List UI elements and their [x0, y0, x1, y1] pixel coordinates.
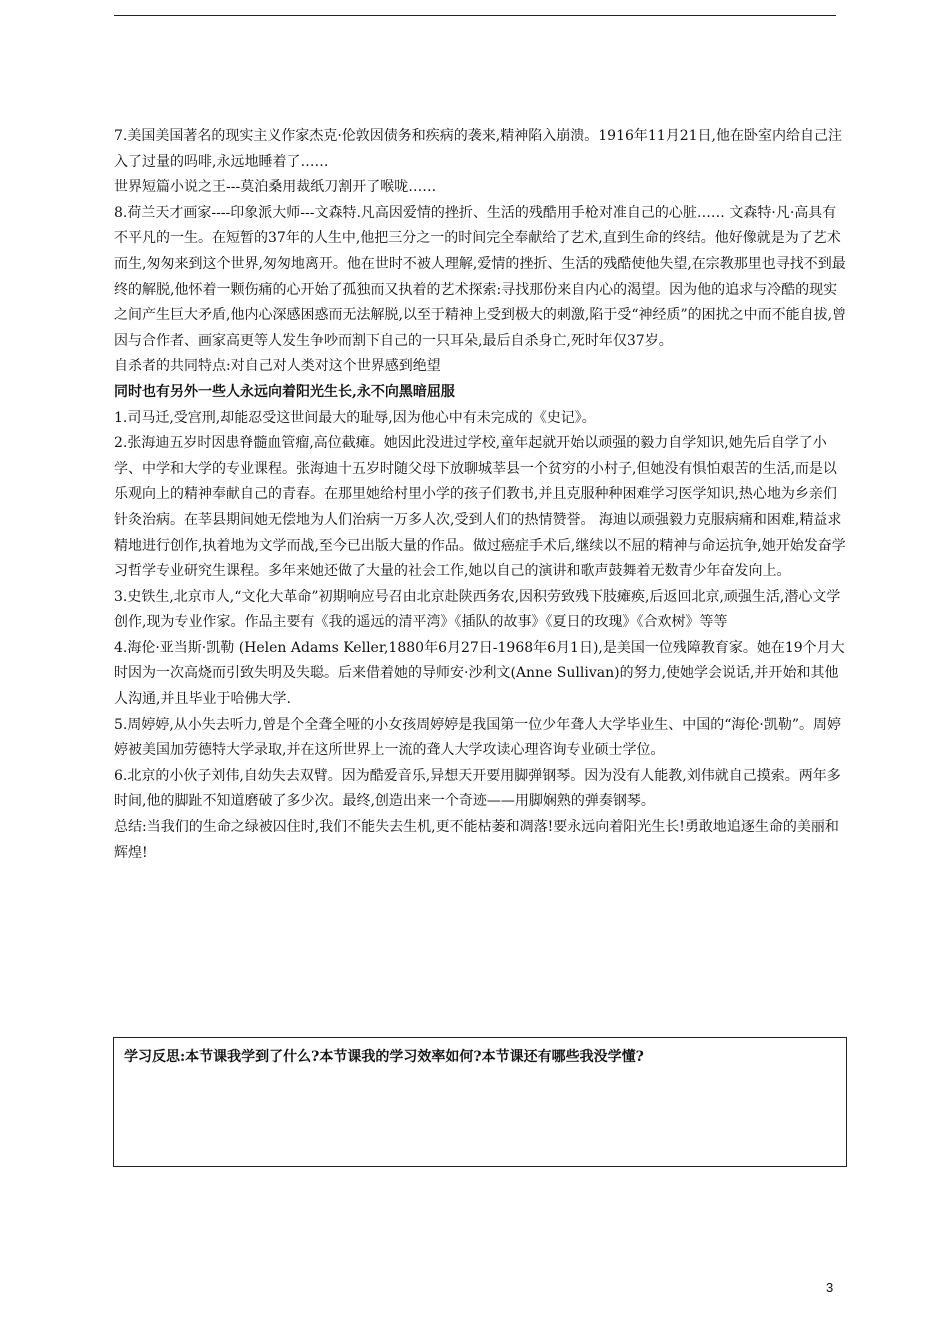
paragraph-helen-keller: 4.海伦·亚当斯·凯勒 (Helen Adams Keller,1880年6月27日-1968年6月1日),是美国一位残障教育家。她在19个月大时因为一次高烧而引致失明及失聪。后来借着她的导师安·沙利文(Anne Sullivan)的努力,使她学会说话,并开始和其他人沟通,并且毕业于哈佛大学.: [114, 639, 845, 708]
section-heading-toward-sunlight: 同时也有另外一些人永远向着阳光生长,永不向黑暗屈服: [114, 383, 455, 400]
reflection-prompt: 学习反思:本节课我学到了什么?本节课我的学习效率如何?本节课还有哪些我没学懂?: [124, 1049, 644, 1065]
paragraph-shi-tiesheng: 3.史铁生,北京市人,“文化大革命”初期响应号召由北京赴陕西务农,因积劳致残下肢瘫痪,后返回北京,顽强生活,潜心文学创作,现为专业作家。作品主要有《我的遥远的清平湾》《插队的故事》《夏日的玫瑰》《合欢树》等等: [114, 588, 841, 631]
paragraph-zhou-tingting: 5.周婷婷,从小失去听力,曾是个全聋全哑的小女孩周婷婷是我国第一位少年聋人大学毕业生、中国的“海伦·凯勒”。周婷婷被美国加劳德特大学录取,并在这所世界上一流的聋人大学攻读心理咨询专业硕士学位。: [114, 716, 842, 759]
paragraph-zhang-haidi: 2.张海迪五岁时因患脊髓血管瘤,高位截瘫。她因此没进过学校,童年起就开始以顽强的毅力自学知识,她先后自学了小学、中学和大学的专业课程。张海迪十五岁时随父母下放聊城莘县一个贫穷的小村子,但她没有惧怕艰苦的生活,而是以乐观向上的精神奉献自己的青春。在那里她给村里小学的孩子们教书,并且克服种种困难学习医学知识,热心地为乡亲们针灸治病。在莘县期间她无偿地为人们治病一万多人次,受到人们的热情赞誉。 海迪以顽强毅力克服病痛和困难,精益求精地进行创作,执着地为文学而战,至今已出版大量的作品。做过癌症手术后,继续以不屈的精神与命运抗争,她开始发奋学习哲学专业研究生课程。多年来她还做了大量的社会工作,她以自己的演讲和歌声鼓舞着无数青少年奋发向上。: [114, 435, 846, 580]
paragraph-liu-wei: 6.北京的小伙子刘伟,自幼失去双臂。因为酷爱音乐,异想天开要用脚弹钢琴。因为没有人能教,刘伟就自己摸索。两年多时间,他的脚趾不知道磨破了多少次。最终,创造出来一个奇迹——用脚娴熟的弹奏钢琴。: [114, 767, 841, 810]
header-rule: [114, 15, 836, 16]
paragraph-jack-london: 7.美国美国著名的现实主义作家杰克·伦敦因债务和疾病的袭来,精神陷入崩溃。1916年11月21日,他在卧室内给自己注入了过量的吗啡,永远地睡着了……: [114, 128, 842, 170]
paragraph-sima-qian: 1.司马迁,受宫刑,却能忍受这世间最大的耻辱,因为他心中有未完成的《史记》。: [114, 409, 596, 426]
page-number: 3: [826, 1280, 834, 1295]
paragraph-maupassant: 世界短篇小说之王---莫泊桑用裁纸刀割开了喉咙……: [114, 179, 437, 196]
paragraph-common-trait: 自杀者的共同特点:对自己对人类对这个世界感到绝望: [114, 358, 441, 375]
document-body: [114, 124, 850, 866]
paragraph-summary: 总结:当我们的生命之绿被囚住时,我们不能失去生机,更不能枯萎和凋落!要永远向着阳光生长!勇敢地追逐生命的美丽和辉煌!: [114, 819, 839, 861]
reflection-box[interactable]: [113, 1037, 847, 1167]
paragraph-van-gogh: 8.荷兰天才画家----印象派大师---文森特.凡高因爱情的挫折、生活的残酷用手枪对准自己的心脏…… 文森特·凡·高具有不平凡的一生。在短暂的37年的人生中,他把三分之一的时间完全奉献给了艺术,直到生命的终结。他好像就是为了艺术而生,匆匆来到这个世界,匆匆地离开。他在世时不被人理解,爱情的挫折、生活的残酷使他失望,在宗教那里也寻找不到最终的解脱,他怀着一颗伤痛的心开始了孤独而又执着的艺术探索:寻找那份来自内心的渴望。因为他的追求与冷酷的现实之间产生巨大矛盾,他内心深感困惑而无法解脱,以至于精神上受到极大的刺激,陷于受“神经质”的困扰之中而不能自拔,曾因与合作者、画家高更等人发生争吵而割下自己的一只耳朵,最后自杀身亡,死时年仅37岁。: [114, 204, 847, 349]
